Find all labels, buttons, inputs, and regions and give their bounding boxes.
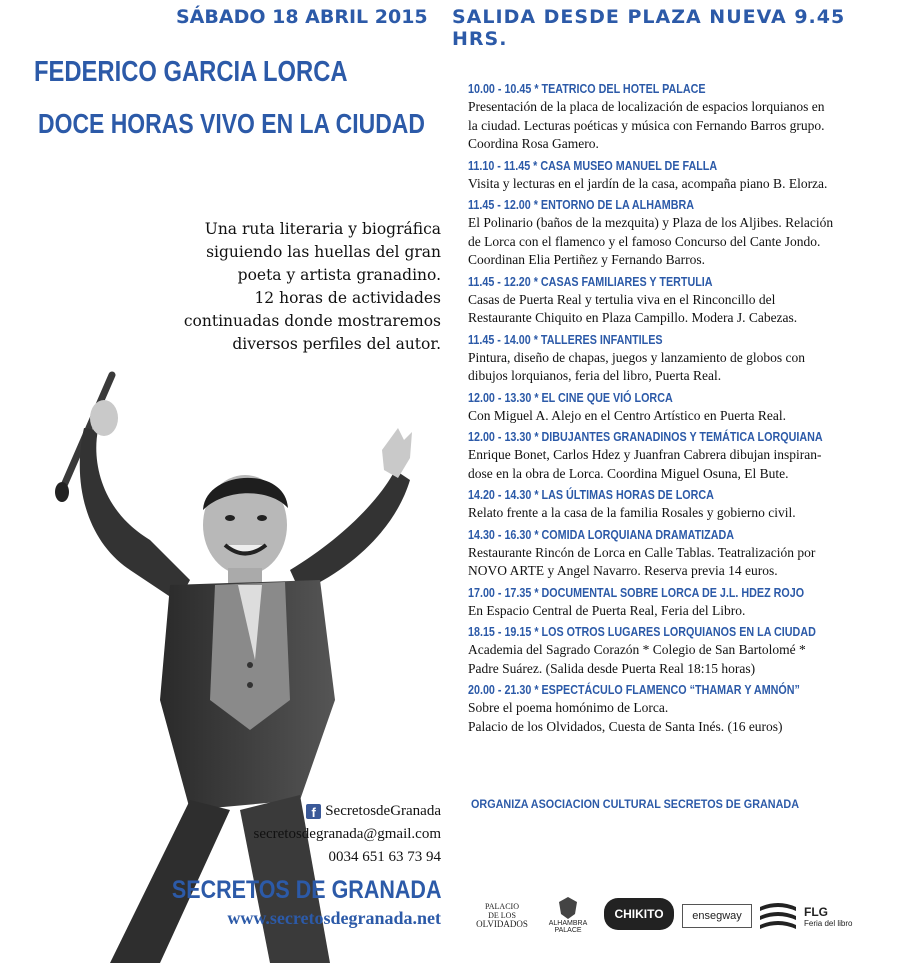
program-item — [468, 486, 888, 523]
program-item-line: Casas de Puerta Real y tertulia viva en el Rinconcillo del — [468, 291, 776, 307]
program-item-line: Restaurante Rincón de Lorca en Calle Tablas. Teatralización por — [468, 544, 816, 560]
program-item — [468, 273, 888, 328]
program-item-heading: 14.20 - 14.30 * LAS ÚLTIMAS HORAS DE LORCA — [468, 488, 714, 502]
program-item-line: Pintura, diseño de chapas, juegos y lanzamiento de globos con — [468, 349, 806, 365]
facebook-link[interactable] — [254, 800, 442, 823]
program-item-line: En Espacio Central de Puerta Real, Feria del Libro. — [468, 602, 746, 618]
email-link[interactable]: secretosdegranada@gmail.com — [253, 826, 441, 842]
program-item — [468, 526, 888, 581]
departure-info: SALIDA DESDE PLAZA NUEVA 9.45 HRS. — [452, 6, 846, 50]
flg-logo-text: FLG — [804, 904, 828, 919]
program-item-heading: 11.45 - 12.20 * CASAS FAMILIARES Y TERTULIA — [468, 274, 713, 289]
intro-text — [161, 218, 441, 356]
program-item-line: Con Miguel A. Alejo en el Centro Artístico en Puerta Real. — [468, 407, 786, 423]
program-item — [468, 623, 888, 678]
event-date: SÁBADO 18 ABRIL 2015 — [176, 6, 428, 28]
palacio-logo-line: PALACIO — [485, 901, 519, 911]
program-item — [468, 331, 888, 386]
lorca-photo — [0, 370, 440, 963]
program-item — [468, 584, 888, 621]
program-item-line: dibujos lorquianos, feria del libro, Puerta Real. — [468, 368, 722, 383]
program-item-line: Coordina Rosa Gamero. — [468, 136, 599, 151]
program-item-line: Relato frente a la casa de la familia Rosales y gobierno civil. — [468, 505, 796, 520]
sponsor-logos — [468, 890, 888, 950]
program-item-line: Coordinan Elia Pertiñez y Fernando Barros. — [468, 252, 705, 267]
flg-logo-subtitle: Feria del libro — [804, 918, 853, 928]
website-link[interactable]: www.secretosdegranada.net — [227, 908, 441, 928]
program-item-heading: 11.45 - 12.00 * ENTORNO DE LA ALHAMBRA — [468, 198, 695, 212]
program-item — [468, 681, 888, 736]
organizer-credit: ORGANIZA ASOCIACION CULTURAL SECRETOS DE GRANADA — [471, 797, 800, 811]
program-item-line: la ciudad. Lecturas poéticas y música con Fernando Barros grupo. — [468, 117, 825, 133]
flg-text — [804, 905, 852, 928]
program-item-heading: 10.00 - 10.45 * TEATRICO DEL HOTEL PALACE — [468, 82, 706, 96]
program-item — [468, 196, 888, 270]
program-item-heading: 14.30 - 16.30 * COMIDA LORQUIANA DRAMATIZADA — [468, 527, 734, 542]
program-list — [468, 80, 888, 739]
intro-line: poeta y artista granadino. — [237, 266, 441, 284]
program-item-line: Palacio de los Olvidados, Cuesta de Santa Inés. (16 euros) — [468, 718, 783, 734]
intro-line: siguiendo las huellas del gran — [206, 243, 441, 261]
program-item-heading: 20.00 - 21.30 * ESPECTÁCULO FLAMENCO “THAMAR Y AMNÓN” — [468, 683, 800, 697]
program-item-line: de Lorca con el flamenco y el famoso Concurso del Cante Jondo. — [468, 233, 821, 249]
program-item — [468, 389, 888, 426]
flg-logo — [758, 896, 868, 936]
phone-number: 0034 651 63 73 94 — [328, 849, 441, 865]
palacio-logo-line: DE LOS — [488, 910, 516, 920]
facebook-icon: f — [306, 804, 321, 819]
program-item — [468, 428, 888, 483]
program-item-heading: 12.00 - 13.30 * DIBUJANTES GRANADINOS Y TEMÁTICA LORQUIANA — [468, 430, 823, 444]
crest-icon — [557, 896, 579, 920]
alhambra-palace-logo — [540, 890, 596, 940]
alhambra-logo-text: ALHAMBRA PALACE — [548, 920, 588, 934]
contact-block — [254, 800, 442, 869]
intro-line: Una ruta literaria y biográfica — [204, 220, 441, 238]
program-item-line: Visita y lecturas en el jardín de la casa, acompaña piano B. Elorza. — [468, 175, 828, 191]
program-item-line: NOVO ARTE y Angel Navarro. Reserva previa 14 euros. — [468, 563, 778, 578]
intro-line: continuadas donde mostraremos — [183, 312, 441, 330]
program-item-heading: 17.00 - 17.35 * DOCUMENTAL SOBRE LORCA DE J.L. HDEZ ROJO — [468, 585, 805, 600]
program-item — [468, 157, 888, 194]
ensegway-logo-text: ensegway — [692, 910, 742, 922]
program-item-heading: 11.10 - 11.45 * CASA MUSEO MANUEL DE FALLA — [468, 158, 718, 173]
intro-line: diversos perfiles del autor. — [232, 335, 441, 353]
chikito-logo-text: CHIKITO — [614, 907, 664, 921]
program-item-line: Sobre el poema homónimo de Lorca. — [468, 700, 669, 715]
program-item-heading: 18.15 - 19.15 * LOS OTROS LUGARES LORQUIANOS EN LA CIUDAD — [468, 625, 816, 639]
palacio-logo-line: OLVIDADOS — [476, 918, 528, 929]
program-item-heading: 11.45 - 14.00 * TALLERES INFANTILES — [468, 332, 663, 347]
program-item-line: Academia del Sagrado Corazón * Colegio de San Bartolomé * — [468, 642, 806, 657]
page-title: FEDERICO GARCIA LORCA — [34, 56, 348, 88]
book-stack-icon — [758, 899, 798, 933]
facebook-handle: SecretosdeGranada — [325, 803, 441, 819]
program-item — [468, 80, 888, 154]
brand-name: SECRETOS DE GRANADA — [171, 876, 441, 904]
chikito-logo — [604, 898, 674, 930]
program-item-heading: 12.00 - 13.30 * EL CINE QUE VIÓ LORCA — [468, 390, 673, 405]
program-item-line: dose en la obra de Lorca. Coordina Miguel Osuna, El Bute. — [468, 465, 789, 481]
intro-line: 12 horas de actividades — [254, 289, 441, 307]
palacio-olvidados-logo — [472, 890, 532, 940]
program-item-line: Presentación de la placa de localización de espacios lorquianos en — [468, 99, 825, 114]
program-item-line: Enrique Bonet, Carlos Hdez y Juanfran Cabrera dibujan inspiran- — [468, 447, 822, 462]
page-subtitle: DOCE HORAS VIVO EN LA CIUDAD — [38, 108, 425, 139]
program-item-line: El Polinario (baños de la mezquita) y Plaza de los Aljibes. Relación — [468, 215, 834, 230]
program-item-line: Restaurante Chiquito en Plaza Campillo. Modera J. Cabezas. — [468, 310, 798, 325]
ensegway-logo — [682, 904, 752, 928]
program-item-line: Padre Suárez. (Salida desde Puerta Real 18:15 horas) — [468, 660, 756, 676]
